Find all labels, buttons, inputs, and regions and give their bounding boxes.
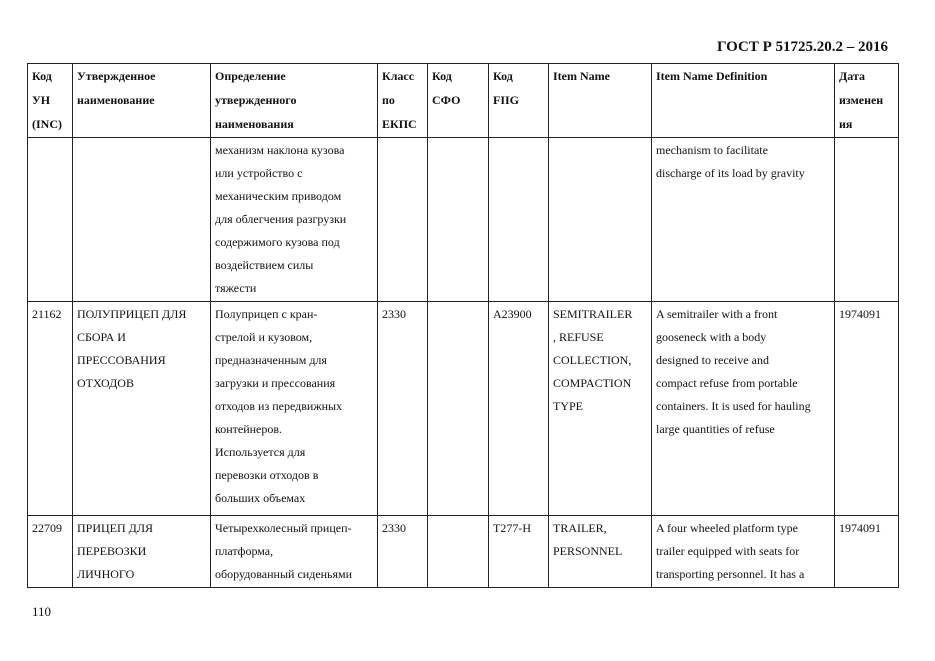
cell-text-line: discharge of its load by gravity	[656, 166, 805, 180]
cell-text-line: containers. It is used for hauling	[656, 399, 811, 413]
cell-inc-code	[28, 302, 73, 516]
cell-text-line: ПОЛУПРИЦЕП ДЛЯ	[77, 307, 187, 321]
column-header-item-name-definition	[652, 64, 835, 138]
cell-fiig-code	[489, 138, 549, 302]
cell-text-line: механическим приводом	[215, 189, 342, 203]
cell-text-line: , REFUSE	[553, 330, 604, 344]
cell-text-line: утвержденного	[215, 93, 297, 107]
cell-change-date	[835, 516, 899, 588]
column-header-item-name	[549, 64, 652, 138]
table-row	[28, 516, 899, 588]
column-header-inc-code	[28, 64, 73, 138]
cell-text-line: TYPE	[553, 399, 583, 413]
cell-change-date	[835, 302, 899, 516]
cell-text-line: 1974091	[839, 307, 881, 321]
cell-text-line: 22709	[32, 521, 62, 535]
cell-text-line: перевозки отходов в	[215, 468, 319, 482]
cell-text-line: отходов из передвижных	[215, 399, 343, 413]
cell-text-line: mechanism to facilitate	[656, 143, 768, 157]
cell-item-name-definition	[652, 302, 835, 516]
cell-text-line: COMPACTION	[553, 376, 632, 390]
cell-item-name-definition	[652, 516, 835, 588]
cell-text-line: TRAILER,	[553, 521, 607, 535]
cell-inc-code	[28, 516, 73, 588]
cell-inc-code	[28, 138, 73, 302]
cell-text-line: УН	[32, 93, 51, 107]
cell-text-line: Утвержденное	[77, 69, 156, 83]
column-header-approved-name	[73, 64, 211, 138]
cell-text-line: предназначенным для	[215, 353, 327, 367]
cell-text-line: Код	[32, 69, 52, 83]
cell-name-definition	[211, 302, 378, 516]
cell-text-line: Полуприцеп с кран-	[215, 307, 318, 321]
cell-text-line: оборудованный сиденьями	[215, 567, 353, 581]
page-number: 110	[32, 604, 52, 619]
cell-ekps-class	[378, 516, 428, 588]
cell-text-line: transporting personnel. It has a	[656, 567, 805, 581]
cell-text-line: содержимого кузова под	[215, 235, 340, 249]
cell-item-name-definition	[652, 138, 835, 302]
column-header-ekps-class	[378, 64, 428, 138]
cell-text-line: 21162	[32, 307, 62, 321]
column-header-name-definition	[211, 64, 378, 138]
document-standard-header: ГОСТ Р 51725.20.2 – 2016	[716, 39, 888, 55]
cell-text-line: механизм наклона кузова	[215, 143, 345, 157]
table-header-row	[28, 64, 899, 138]
cell-approved-name	[73, 516, 211, 588]
cell-text-line: по	[382, 93, 395, 107]
cell-text-line: (INC)	[32, 117, 62, 131]
cell-text-line: Определение	[215, 69, 286, 83]
cell-approved-name	[73, 138, 211, 302]
cell-text-line: 2330	[382, 307, 406, 321]
cell-text-line: загрузки и прессования	[215, 376, 336, 390]
cell-text-line: контейнеров.	[215, 422, 283, 436]
cell-sfo-code	[428, 302, 489, 516]
cell-text-line: или устройство с	[215, 166, 303, 180]
cell-text-line: gooseneck with a body	[656, 330, 767, 344]
cell-text-line: designed to receive and	[656, 353, 769, 367]
cell-text-line: для облегчения разгрузки	[215, 212, 347, 226]
cell-text-line: Дата	[839, 69, 865, 83]
cell-fiig-code	[489, 516, 549, 588]
cell-text-line: PERSONNEL	[553, 544, 623, 558]
cell-text-line: воздействием силы	[215, 258, 314, 272]
cell-text-line: ия	[839, 117, 853, 131]
cell-text-line: ПРИЦЕП ДЛЯ	[77, 521, 153, 535]
cell-text-line: СФО	[432, 93, 461, 107]
cell-item-name	[549, 516, 652, 588]
cell-text-line: платформа,	[215, 544, 274, 558]
column-header-change-date	[835, 64, 899, 138]
cell-text-line: Код	[432, 69, 452, 83]
cell-text-line: Item Name	[553, 69, 610, 83]
cell-text-line: стрелой и кузовом,	[215, 330, 313, 344]
cell-text-line: Код	[493, 69, 513, 83]
cell-ekps-class	[378, 302, 428, 516]
cell-text-line: изменен	[839, 93, 884, 107]
cell-name-definition	[211, 138, 378, 302]
cell-approved-name	[73, 302, 211, 516]
cell-text-line: trailer equipped with seats for	[656, 544, 800, 558]
cell-text-line: ОТХОДОВ	[77, 376, 134, 390]
cell-text-line: ЛИЧНОГО	[77, 567, 135, 581]
cell-text-line: SEMITRAILER	[553, 307, 633, 321]
cell-text-line: ПЕРЕВОЗКИ	[77, 544, 147, 558]
column-header-fiig-code	[489, 64, 549, 138]
cell-sfo-code	[428, 138, 489, 302]
table-row	[28, 138, 899, 302]
cell-text-line: 2330	[382, 521, 406, 535]
cell-text-line: Item Name Definition	[656, 69, 768, 83]
column-header-sfo-code	[428, 64, 489, 138]
cell-name-definition	[211, 516, 378, 588]
cell-text-line: ЕКПС	[382, 117, 417, 131]
cell-text-line: large quantities of refuse	[656, 422, 775, 436]
cell-text-line: A four wheeled platform type	[656, 521, 798, 535]
classification-table	[27, 63, 899, 588]
table-row	[28, 302, 899, 516]
cell-text-line: A semitrailer with a front	[656, 307, 778, 321]
cell-text-line: наименования	[215, 117, 294, 131]
cell-text-line: FIIG	[493, 93, 520, 107]
cell-text-line: Класс	[382, 69, 415, 83]
cell-text-line: СБОРА И	[77, 330, 126, 344]
cell-text-line: 1974091	[839, 521, 881, 535]
cell-text-line: ПРЕССОВАНИЯ	[77, 353, 166, 367]
cell-text-line: Четырехколесный прицеп-	[215, 521, 352, 535]
cell-text-line: Используется для	[215, 445, 306, 459]
cell-text-line: COLLECTION,	[553, 353, 632, 367]
cell-text-line: тяжести	[215, 281, 257, 295]
cell-item-name	[549, 138, 652, 302]
cell-text-line: больших объемах	[215, 491, 306, 505]
cell-item-name	[549, 302, 652, 516]
cell-sfo-code	[428, 516, 489, 588]
cell-change-date	[835, 138, 899, 302]
cell-text-line: compact refuse from portable	[656, 376, 798, 390]
cell-text-line: наименование	[77, 93, 155, 107]
cell-text-line: T277-H	[493, 521, 531, 535]
cell-ekps-class	[378, 138, 428, 302]
cell-fiig-code	[489, 302, 549, 516]
cell-text-line: A23900	[493, 307, 532, 321]
